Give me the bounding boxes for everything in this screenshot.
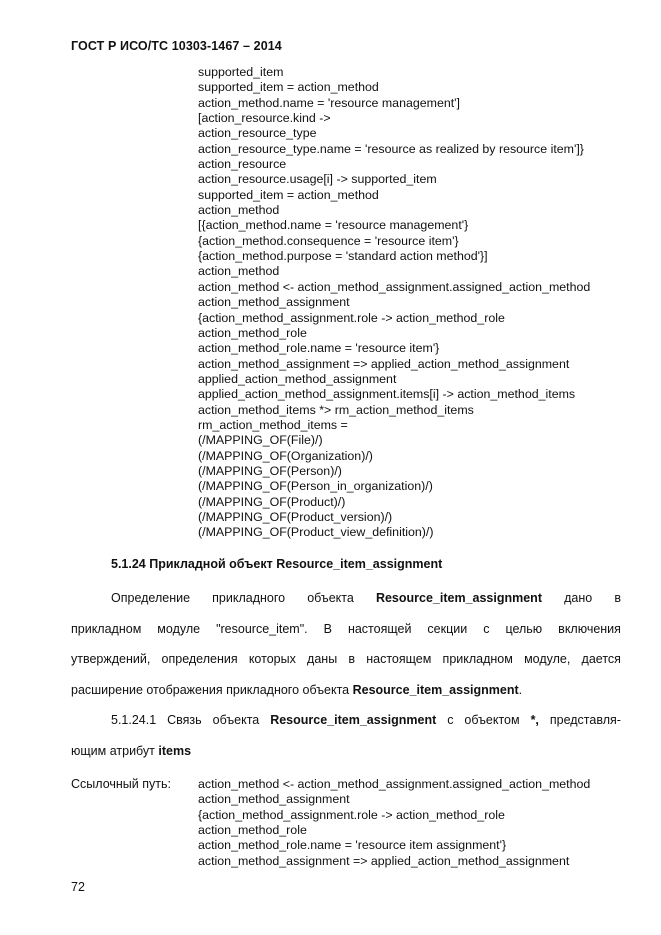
code-line: {action_method.purpose = 'standard action method'}]	[198, 249, 488, 264]
code-line: (/MAPPING_OF(Person)/)	[198, 463, 342, 478]
word: модуле,	[524, 652, 571, 666]
word: целью	[505, 622, 543, 636]
reference-path-block	[198, 777, 638, 869]
code-line: action_method_assignment => applied_action_method_assignment	[198, 853, 570, 868]
code-line: action_resource.usage[i] -> supported_item	[198, 172, 437, 187]
code-line: action_method	[198, 264, 280, 279]
entity-name: Resource_item_assignment	[352, 683, 519, 697]
code-line: (/MAPPING_OF(Product_view_definition)/)	[198, 525, 434, 540]
word: объектом	[464, 713, 520, 727]
code-line: action_method.name = 'resource management']	[198, 95, 460, 110]
code-line: (/MAPPING_OF(Organization)/)	[198, 448, 373, 463]
word: с	[483, 622, 490, 636]
code-line: action_method_assignment => applied_action_method_assignment	[198, 356, 570, 371]
attribute-name: items	[158, 744, 192, 758]
word: В	[323, 622, 332, 636]
code-line: action_method_items *> rm_action_method_items	[198, 402, 474, 417]
word: прикладном	[442, 652, 513, 666]
page-number: 72	[71, 880, 85, 894]
code-line: (/MAPPING_OF(File)/)	[198, 433, 323, 448]
word: утверждений,	[71, 652, 151, 666]
code-line: action_resource_type	[198, 126, 317, 141]
code-line: action_method_assignment	[198, 295, 350, 310]
code-line: [{action_method.name = 'resource management'}	[198, 218, 469, 233]
code-line: action_method_role.name = 'resource item assignment'}	[198, 838, 507, 853]
code-line: action_method_role.name = 'resource item'}	[198, 341, 440, 356]
paragraph-line	[71, 622, 621, 636]
code-line: action_method_role	[198, 823, 307, 838]
subsection-heading-line	[71, 744, 621, 758]
code-line: (/MAPPING_OF(Product)/)	[198, 494, 346, 509]
word: определения	[161, 652, 238, 666]
paragraph-line	[111, 591, 621, 605]
subsection-number: 5.1.24.1	[111, 713, 157, 727]
code-line: action_method	[198, 203, 280, 218]
code-line: action_method <- action_method_assignment.assigned_action_method	[198, 777, 591, 791]
word: настоящем	[366, 652, 432, 666]
word: даны	[307, 652, 338, 666]
word: "resource_item".	[216, 622, 308, 636]
word: в	[348, 652, 356, 666]
code-line: supported_item = action_method	[198, 80, 379, 95]
paragraph-line	[71, 652, 621, 666]
word: прикладном	[71, 622, 142, 636]
code-line: applied_action_method_assignment	[198, 371, 397, 386]
code-line: action_method_assignment	[198, 792, 350, 807]
word: дается	[581, 652, 621, 666]
word: Определение	[111, 591, 191, 605]
paragraph-line	[71, 683, 621, 697]
word: объекта	[307, 591, 354, 605]
code-line: rm_action_method_items =	[198, 417, 348, 432]
section-heading: 5.1.24 Прикладной объект Resource_item_assignment	[111, 557, 443, 571]
paragraph-text: расширение отображения прикладного объекта	[71, 683, 353, 697]
code-line: action_method_role	[198, 325, 307, 340]
word: с	[447, 713, 454, 727]
word: настоящей	[347, 622, 412, 636]
code-line: {action_method_assignment.role -> action_method_role	[198, 807, 505, 822]
code-line: {action_method_assignment.role -> action_method_role	[198, 310, 505, 325]
code-line: (/MAPPING_OF(Product_version)/)	[198, 509, 393, 524]
word: включения	[558, 622, 621, 636]
word: модуле	[157, 622, 201, 636]
code-line: (/MAPPING_OF(Person_in_organization)/)	[198, 479, 433, 494]
word: дано	[564, 591, 593, 605]
word: объекта	[212, 713, 260, 727]
paragraph-end: .	[518, 683, 523, 697]
word: секции	[427, 622, 468, 636]
code-line: action_resource	[198, 157, 287, 172]
entity-name: Resource_item_assignment	[270, 713, 437, 727]
word: прикладного	[212, 591, 286, 605]
code-line: supported_item = action_method	[198, 187, 379, 202]
word: представля-	[549, 713, 621, 727]
entity-name: Resource_item_assignment	[375, 591, 542, 605]
code-line: applied_action_method_assignment.items[i] -> action_method_items	[198, 387, 576, 402]
code-line: action_resource_type.name = 'resource as realized by resource item']}	[198, 141, 584, 156]
code-line: action_method <- action_method_assignment.assigned_action_method	[198, 279, 591, 294]
code-line: {action_method.consequence = 'resource item'}	[198, 233, 459, 248]
code-line: supported_item	[198, 65, 284, 79]
subsection-heading-line	[111, 713, 621, 727]
document-header: ГОСТ Р ИСО/ТС 10303-1467 – 2014	[71, 39, 282, 53]
paragraph-text: ющим атрибут	[71, 744, 159, 758]
code-line: [action_resource.kind ->	[198, 111, 331, 126]
word: в	[614, 591, 621, 605]
word: Связь	[167, 713, 202, 727]
wildcard-symbol: *,	[530, 713, 539, 727]
word: которых	[248, 652, 296, 666]
mapping-code-block	[198, 65, 638, 541]
reference-path-label: Ссылочный путь:	[71, 777, 171, 791]
